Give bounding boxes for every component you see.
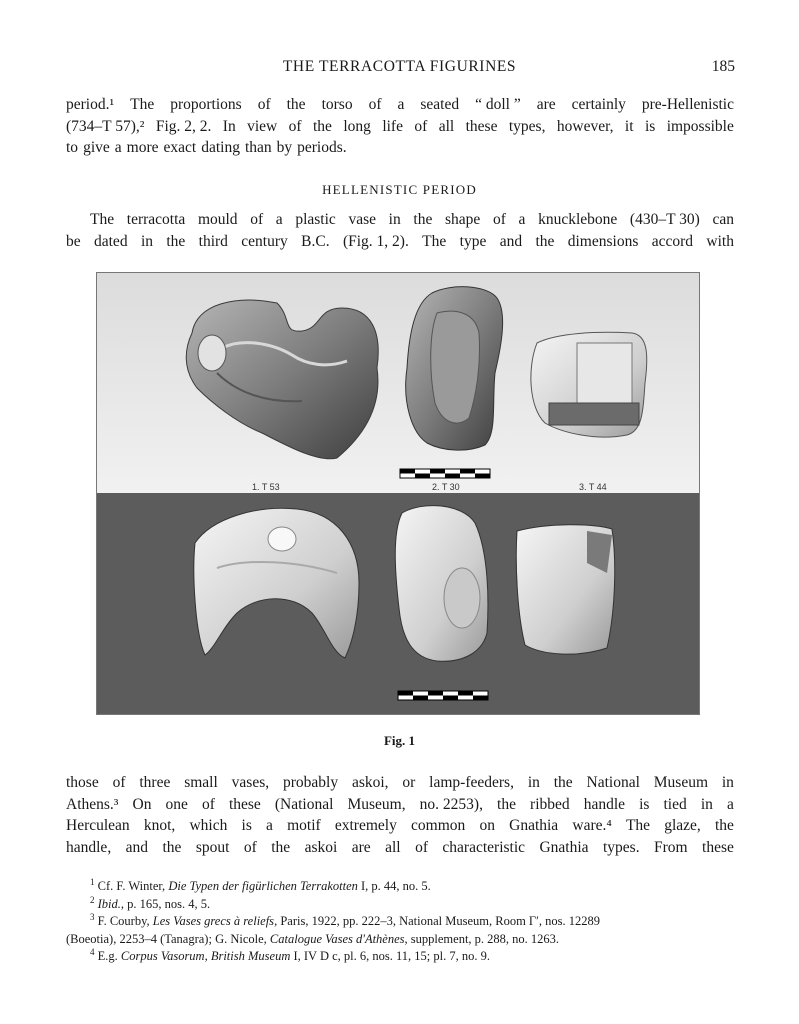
word: a xyxy=(266,817,273,834)
word: terracotta xyxy=(126,211,186,228)
word: plastic xyxy=(295,211,336,228)
word: in xyxy=(140,232,153,250)
word: these xyxy=(228,795,261,813)
word: the xyxy=(553,774,573,791)
word: view xyxy=(247,117,278,135)
text-line xyxy=(66,94,734,116)
word: on xyxy=(479,817,495,834)
mould-t44-top xyxy=(531,332,647,437)
word: is xyxy=(644,117,656,135)
word: are xyxy=(536,96,556,113)
word: however, xyxy=(556,117,614,135)
word: (National xyxy=(274,795,334,813)
word: vases, xyxy=(231,774,270,791)
word: exact xyxy=(163,139,197,156)
paragraph-3 xyxy=(66,772,734,858)
word: of xyxy=(243,838,257,856)
word: dated xyxy=(94,232,128,250)
word: The xyxy=(130,96,155,113)
word: to xyxy=(66,139,79,156)
word: all xyxy=(438,117,455,135)
cast-t30-bottom xyxy=(395,506,488,662)
word: it xyxy=(624,117,634,135)
word: the xyxy=(535,232,555,250)
word: than xyxy=(244,139,272,156)
word: is xyxy=(639,795,650,813)
word: which xyxy=(189,817,228,834)
word: Herculean xyxy=(66,817,130,834)
word: Museum, xyxy=(347,795,406,813)
word: in xyxy=(388,211,401,228)
word: impossible xyxy=(666,117,734,135)
word: dimensions xyxy=(567,232,639,250)
word: small xyxy=(184,774,218,791)
word: (Fig. 1, 2). xyxy=(342,232,409,250)
figure-caption: Fig. 1 xyxy=(383,733,416,748)
figure-label-t53: 1. T 53 xyxy=(252,482,280,492)
figure-image xyxy=(97,273,699,714)
word: knucklebone xyxy=(538,211,618,228)
word: are xyxy=(351,838,371,856)
word: a xyxy=(114,139,122,156)
footnote-3: $^3$ F. Courby, Les Vases grecs à reliefs, Paris, 1922, pp. 222–3, National Museum, Room Γ′, nos. 12289 xyxy=(90,912,600,928)
word: in xyxy=(527,774,540,791)
word: types. xyxy=(602,838,640,856)
word: long xyxy=(343,117,371,135)
word: On xyxy=(132,795,152,813)
word: type xyxy=(459,232,487,250)
word: the xyxy=(162,838,182,856)
word: handle, xyxy=(66,838,112,856)
word: the xyxy=(271,838,291,856)
word: and xyxy=(125,838,149,856)
word: handle xyxy=(583,795,626,813)
figure-label-t30: 2. T 30 xyxy=(432,482,460,492)
word: From xyxy=(654,838,688,856)
word: more xyxy=(126,139,159,156)
word: lamp-feeders, xyxy=(429,774,514,791)
word: of xyxy=(257,96,271,113)
word: of xyxy=(112,774,126,791)
word: these xyxy=(465,117,498,135)
word: of xyxy=(414,117,428,135)
word: Fig. 2, 2. xyxy=(155,117,212,135)
text-line xyxy=(66,116,734,138)
word: of xyxy=(288,117,302,135)
word: the xyxy=(413,211,433,228)
footnotes xyxy=(66,878,734,966)
word: ware.⁴ xyxy=(572,817,612,834)
word: mould xyxy=(197,211,238,228)
word: the xyxy=(166,232,186,250)
word: no. 2253), xyxy=(419,795,483,813)
word: of xyxy=(415,838,428,856)
running-header: THE TERRACOTTA FIGURINES xyxy=(282,58,517,75)
word: these xyxy=(702,838,734,856)
scale-bar-top xyxy=(400,469,490,478)
word: a xyxy=(518,211,526,228)
paragraph-2 xyxy=(66,209,734,252)
word: In xyxy=(222,117,236,135)
paragraph-1 xyxy=(66,94,734,159)
word: seated xyxy=(420,96,460,113)
word: in xyxy=(721,774,734,791)
word: three xyxy=(139,774,171,791)
word: of xyxy=(250,211,264,228)
word: askoi, xyxy=(351,774,389,791)
word: can xyxy=(712,211,734,228)
word: tied xyxy=(663,795,687,813)
word: knot, xyxy=(143,817,176,834)
word: the xyxy=(313,117,332,135)
word: National xyxy=(586,774,640,791)
word: The xyxy=(422,232,447,250)
word: Gnathia xyxy=(539,838,589,856)
word: (430–T 30) xyxy=(629,211,700,228)
word: the xyxy=(714,817,734,834)
word: period.¹ xyxy=(66,96,115,113)
word: or xyxy=(402,774,416,791)
word: proportions xyxy=(170,96,242,113)
word: accord xyxy=(651,232,694,250)
word: pre-Hellenistic xyxy=(641,96,734,113)
word: Gnathia xyxy=(509,817,559,834)
word: characteristic xyxy=(442,838,526,856)
word: of xyxy=(201,795,215,813)
text-line xyxy=(66,837,734,859)
text-line xyxy=(66,231,734,253)
word: The xyxy=(90,211,115,228)
word: dating xyxy=(201,139,240,156)
word: certainly xyxy=(571,96,626,113)
footnote-4: $^4$ E.g. Corpus Vasorum, British Museum I, IV D c, pl. 6, nos. 11, 15; pl. 7, no. 9. xyxy=(90,947,491,963)
word: “ doll ” xyxy=(475,96,521,113)
word: The xyxy=(625,817,651,834)
word: common xyxy=(411,817,466,834)
word: the xyxy=(286,96,306,113)
text-line xyxy=(66,772,734,794)
figure-label-t44: 3. T 44 xyxy=(579,482,607,492)
word: ribbed xyxy=(530,795,570,813)
mould-t30-top xyxy=(406,287,503,450)
word: Museum xyxy=(653,774,709,791)
word: with xyxy=(706,232,734,250)
text-line xyxy=(66,137,734,159)
word: vase xyxy=(348,211,377,228)
word: century xyxy=(241,232,288,250)
word: the xyxy=(497,795,516,813)
word: askoi xyxy=(304,838,338,856)
text-line xyxy=(66,794,734,816)
word: periods. xyxy=(297,139,347,156)
word: of xyxy=(368,96,382,113)
word: motif xyxy=(287,817,321,834)
word: a xyxy=(726,795,734,813)
word: is xyxy=(241,817,252,834)
word: of xyxy=(492,211,506,228)
word: those xyxy=(66,774,99,791)
word: glaze, xyxy=(664,817,701,834)
cast-t44-bottom xyxy=(516,525,614,654)
word: probably xyxy=(282,774,339,791)
word: third xyxy=(198,232,228,250)
footnote-1: $^1$ Cf. F. Winter, Die Typen der figürlichen Terrakotten I, p. 44, no. 5. xyxy=(90,877,431,893)
scale-bar-bottom xyxy=(398,691,488,700)
word: be xyxy=(66,232,81,250)
text-line xyxy=(66,815,734,837)
word: all xyxy=(385,838,401,856)
word: life xyxy=(382,117,403,135)
word: and xyxy=(499,232,523,250)
word: B.C. xyxy=(301,232,330,250)
word: torso xyxy=(321,96,353,113)
word: one xyxy=(165,795,188,813)
word: a xyxy=(275,211,283,228)
word: shape xyxy=(444,211,481,228)
word: Athens.³ xyxy=(66,795,119,813)
figure-1-photograph xyxy=(96,272,700,715)
word: types, xyxy=(508,117,546,135)
word: extremely xyxy=(334,817,397,834)
text-line xyxy=(66,209,734,231)
footnote-3-continued: (Boeotia), 2253–4 (Tanagra); G. Nicole, Catalogue Vases d'Athènes, supplement, p. 288, no. 1263. xyxy=(66,931,560,946)
word: give xyxy=(83,139,110,156)
section-heading: HELLENISTIC PERIOD xyxy=(322,182,477,197)
footnote-2: $^2$ Ibid., p. 165, nos. 4, 5. xyxy=(90,894,211,911)
word: a xyxy=(397,96,405,113)
word: spout xyxy=(195,838,230,856)
word: by xyxy=(276,139,293,156)
word: (734–T 57),² xyxy=(66,117,145,135)
word: in xyxy=(700,795,713,813)
page-number: 185 xyxy=(711,58,735,75)
